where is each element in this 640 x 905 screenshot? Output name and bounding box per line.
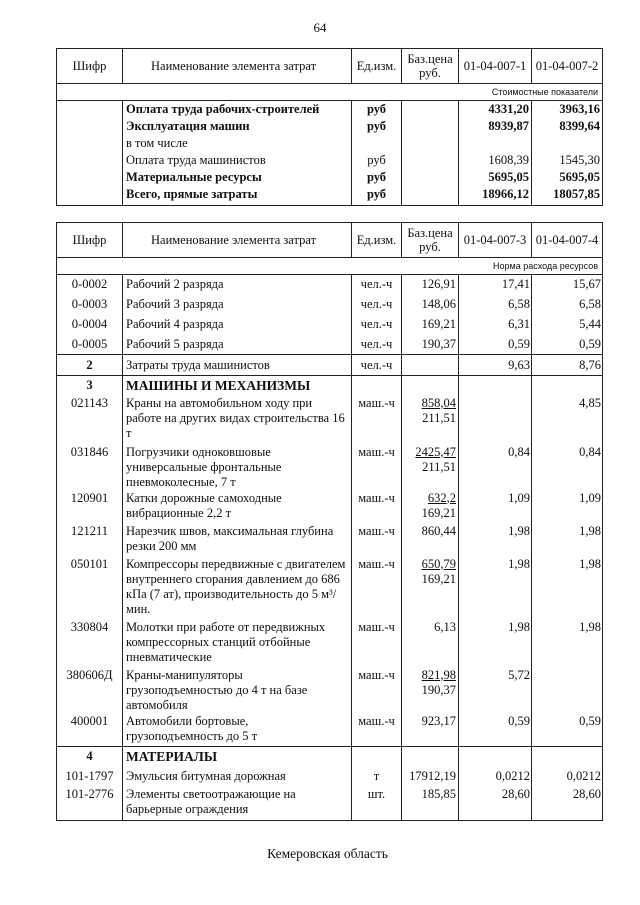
row-value-2: 6,58 [532, 295, 603, 315]
row-unit: маш.-ч [352, 557, 402, 620]
row-name: Затраты труда машинистов [123, 355, 352, 376]
row-value-1: 5,72 [459, 668, 532, 714]
row-value-2 [532, 668, 603, 714]
row-price: 858,04 [421, 395, 456, 410]
row-value-2: 4,85 [532, 396, 603, 445]
table-row [57, 295, 603, 315]
table-subheader-row [57, 84, 603, 101]
table-row [57, 668, 603, 714]
footer-region: Кемеровская область [267, 846, 388, 861]
row-name: Краны-манипуляторы грузоподъемностью до 4 т на базе автомобиля [123, 668, 352, 714]
row-name: в том числе [123, 135, 352, 152]
header-base-price: Баз.цена руб. [402, 49, 459, 84]
row-price: 17912,19 [402, 767, 459, 787]
row-value-1: 9,63 [459, 355, 532, 376]
row-value-1: 17,41 [459, 275, 532, 295]
section-header-row [57, 747, 603, 767]
row-value-2: 8399,64 [532, 118, 603, 135]
table-row [57, 315, 603, 335]
table-row [57, 396, 603, 445]
row-name: Эмульсия битумная дорожная [123, 767, 352, 787]
row-code: 0-0002 [57, 275, 123, 295]
row-value-1: 4331,20 [459, 101, 532, 119]
section-code: 3 [57, 376, 123, 396]
row-unit: маш.-ч [352, 445, 402, 491]
section-header-row [57, 376, 603, 396]
table-row [57, 524, 603, 557]
table-header-row [57, 49, 603, 84]
row-code: 330804 [57, 620, 123, 668]
row-value-1: 18966,12 [459, 186, 532, 206]
table-row [57, 335, 603, 355]
row-value-1: 0,84 [459, 445, 532, 491]
row-value-2: 1,98 [532, 620, 603, 668]
row-price-operator: 190,37 [421, 682, 456, 697]
row-unit: чел.-ч [352, 275, 402, 295]
row-value-1: 1,98 [459, 557, 532, 620]
row-value-2: 28,60 [532, 787, 603, 821]
row-value-2: 5695,05 [532, 169, 603, 186]
row-price: 632,2 [427, 490, 456, 505]
table-row [57, 152, 603, 169]
row-value-2: 0,59 [532, 335, 603, 355]
resource-norms-table [56, 222, 603, 821]
row-price-operator: 169,21 [421, 571, 456, 586]
row-value-1: 1,09 [459, 491, 532, 524]
page-number: 64 [313, 20, 327, 35]
row-value-2: 3963,16 [532, 101, 603, 119]
row-name: Нарезчик швов, максимальная глубина резки 200 мм [123, 524, 352, 557]
row-value-1: 6,58 [459, 295, 532, 315]
row-value-2: 15,67 [532, 275, 603, 295]
row-unit: маш.-ч [352, 668, 402, 714]
header-col-2: 01-04-007-2 [532, 49, 603, 84]
row-name: Погрузчики одноковшовые универсальные фронтальные пневмоколесные, 7 т [123, 445, 352, 491]
table-row [57, 714, 603, 747]
row-price: 148,06 [402, 295, 459, 315]
row-unit: руб [352, 169, 402, 186]
row-unit: т [352, 767, 402, 787]
row-price-operator: 211,51 [422, 410, 456, 425]
header-col-1: 01-04-007-1 [459, 49, 532, 84]
subheader-label: Стоимостные показатели [57, 84, 603, 101]
row-unit: чел.-ч [352, 335, 402, 355]
row-name: Краны на автомобильном ходу при работе на других видах строительства 16 т [123, 396, 352, 445]
row-code: 2 [57, 355, 123, 376]
table-row [57, 186, 603, 206]
cost-indicators-table [56, 48, 603, 206]
row-value-1: 6,31 [459, 315, 532, 335]
row-code: 120901 [57, 491, 123, 524]
row-code: 050101 [57, 557, 123, 620]
row-value-2: 0,0212 [532, 767, 603, 787]
table-row [57, 557, 603, 620]
row-value-1: 28,60 [459, 787, 532, 821]
row-unit: маш.-ч [352, 524, 402, 557]
row-price: 860,44 [402, 524, 459, 557]
row-value-1: 0,0212 [459, 767, 532, 787]
row-unit: маш.-ч [352, 714, 402, 747]
row-value-1: 1,98 [459, 524, 532, 557]
row-name: Катки дорожные самоходные вибрационные 2,2 т [123, 491, 352, 524]
row-unit: руб [352, 186, 402, 206]
header-unit: Ед.изм. [352, 223, 402, 258]
row-name: Оплата труда машинистов [123, 152, 352, 169]
row-name: Оплата труда рабочих-строителей [123, 101, 352, 119]
row-unit: чел.-ч [352, 355, 402, 376]
row-value-2: 1545,30 [532, 152, 603, 169]
row-price: 190,37 [402, 335, 459, 355]
header-col-4: 01-04-007-4 [532, 223, 603, 258]
row-value-2: 1,98 [532, 557, 603, 620]
row-price: 169,21 [402, 315, 459, 335]
row-unit: маш.-ч [352, 396, 402, 445]
row-code: 380606Д [57, 668, 123, 714]
row-value-1: 5695,05 [459, 169, 532, 186]
row-price: 923,17 [402, 714, 459, 747]
row-value-2: 5,44 [532, 315, 603, 335]
row-price: 2425,47 [415, 444, 456, 459]
row-name: Рабочий 4 разряда [123, 315, 352, 335]
header-name: Наименование элемента затрат [123, 223, 352, 258]
row-code: 0-0005 [57, 335, 123, 355]
row-name: Компрессоры передвижные с двигателем внутреннего сгорания давлением до 686 кПа (7 ат), производительность до 5 м³/мин. [123, 557, 352, 620]
row-value-1: 1,98 [459, 620, 532, 668]
row-name: Элементы светоотражающие на барьерные ограждения [123, 787, 352, 821]
row-name: Молотки при работе от передвижных компрессорных станций отбойные пневматические [123, 620, 352, 668]
row-unit: руб [352, 118, 402, 135]
row-code: 031846 [57, 445, 123, 491]
section-title: МАТЕРИАЛЫ [123, 747, 352, 767]
row-code: 0-0004 [57, 315, 123, 335]
row-unit: чел.-ч [352, 295, 402, 315]
table-row [57, 787, 603, 821]
row-price-operator: 211,51 [422, 459, 456, 474]
row-code: 021143 [57, 396, 123, 445]
section-code: 4 [57, 747, 123, 767]
row-value-1: 0,59 [459, 714, 532, 747]
row-name: Рабочий 3 разряда [123, 295, 352, 315]
row-value-2: 0,84 [532, 445, 603, 491]
table-header-row [57, 223, 603, 258]
table-row [57, 767, 603, 787]
row-price: 185,85 [402, 787, 459, 821]
table-row [57, 620, 603, 668]
table-row [57, 491, 603, 524]
row-price: 6,13 [402, 620, 459, 668]
row-name: Автомобили бортовые, грузоподъемность до 5 т [123, 714, 352, 747]
row-name: Материальные ресурсы [123, 169, 352, 186]
row-name: Рабочий 2 разряда [123, 275, 352, 295]
row-value-2: 1,98 [532, 524, 603, 557]
header-unit: Ед.изм. [352, 49, 402, 84]
row-code: 0-0003 [57, 295, 123, 315]
row-name: Эксплуатация машин [123, 118, 352, 135]
table-row [57, 445, 603, 491]
subheader-label: Норма расхода ресурсов [57, 258, 603, 275]
row-price: 821,98 [421, 667, 456, 682]
row-unit: чел.-ч [352, 315, 402, 335]
row-value-1: 8939,87 [459, 118, 532, 135]
header-base-price: Баз.цена руб. [402, 223, 459, 258]
row-name: Всего, прямые затраты [123, 186, 352, 206]
row-value-2: 8,76 [532, 355, 603, 376]
header-code: Шифр [57, 49, 123, 84]
table-subheader-row [57, 258, 603, 275]
row-unit: шт. [352, 787, 402, 821]
row-code: 101-1797 [57, 767, 123, 787]
table-row [57, 118, 603, 135]
row-price: 126,91 [402, 275, 459, 295]
header-code: Шифр [57, 223, 123, 258]
row-value-2: 0,59 [532, 714, 603, 747]
row-name: Рабочий 5 разряда [123, 335, 352, 355]
row-unit: маш.-ч [352, 620, 402, 668]
header-col-3: 01-04-007-3 [459, 223, 532, 258]
row-code: 121211 [57, 524, 123, 557]
row-price-operator: 169,21 [421, 505, 456, 520]
table-row [57, 101, 603, 119]
row-value-1 [459, 396, 532, 445]
header-name: Наименование элемента затрат [123, 49, 352, 84]
row-unit: руб [352, 152, 402, 169]
row-code: 400001 [57, 714, 123, 747]
table-row [57, 275, 603, 295]
section-title: МАШИНЫ И МЕХАНИЗМЫ [123, 376, 352, 396]
row-unit: маш.-ч [352, 491, 402, 524]
table-row [57, 135, 603, 152]
row-code: 101-2776 [57, 787, 123, 821]
table-row [57, 355, 603, 376]
row-price: 650,79 [421, 556, 456, 571]
table-row [57, 169, 603, 186]
row-value-2: 1,09 [532, 491, 603, 524]
row-unit: руб [352, 101, 402, 119]
row-value-2: 18057,85 [532, 186, 603, 206]
row-value-1: 1608,39 [459, 152, 532, 169]
row-value-1: 0,59 [459, 335, 532, 355]
